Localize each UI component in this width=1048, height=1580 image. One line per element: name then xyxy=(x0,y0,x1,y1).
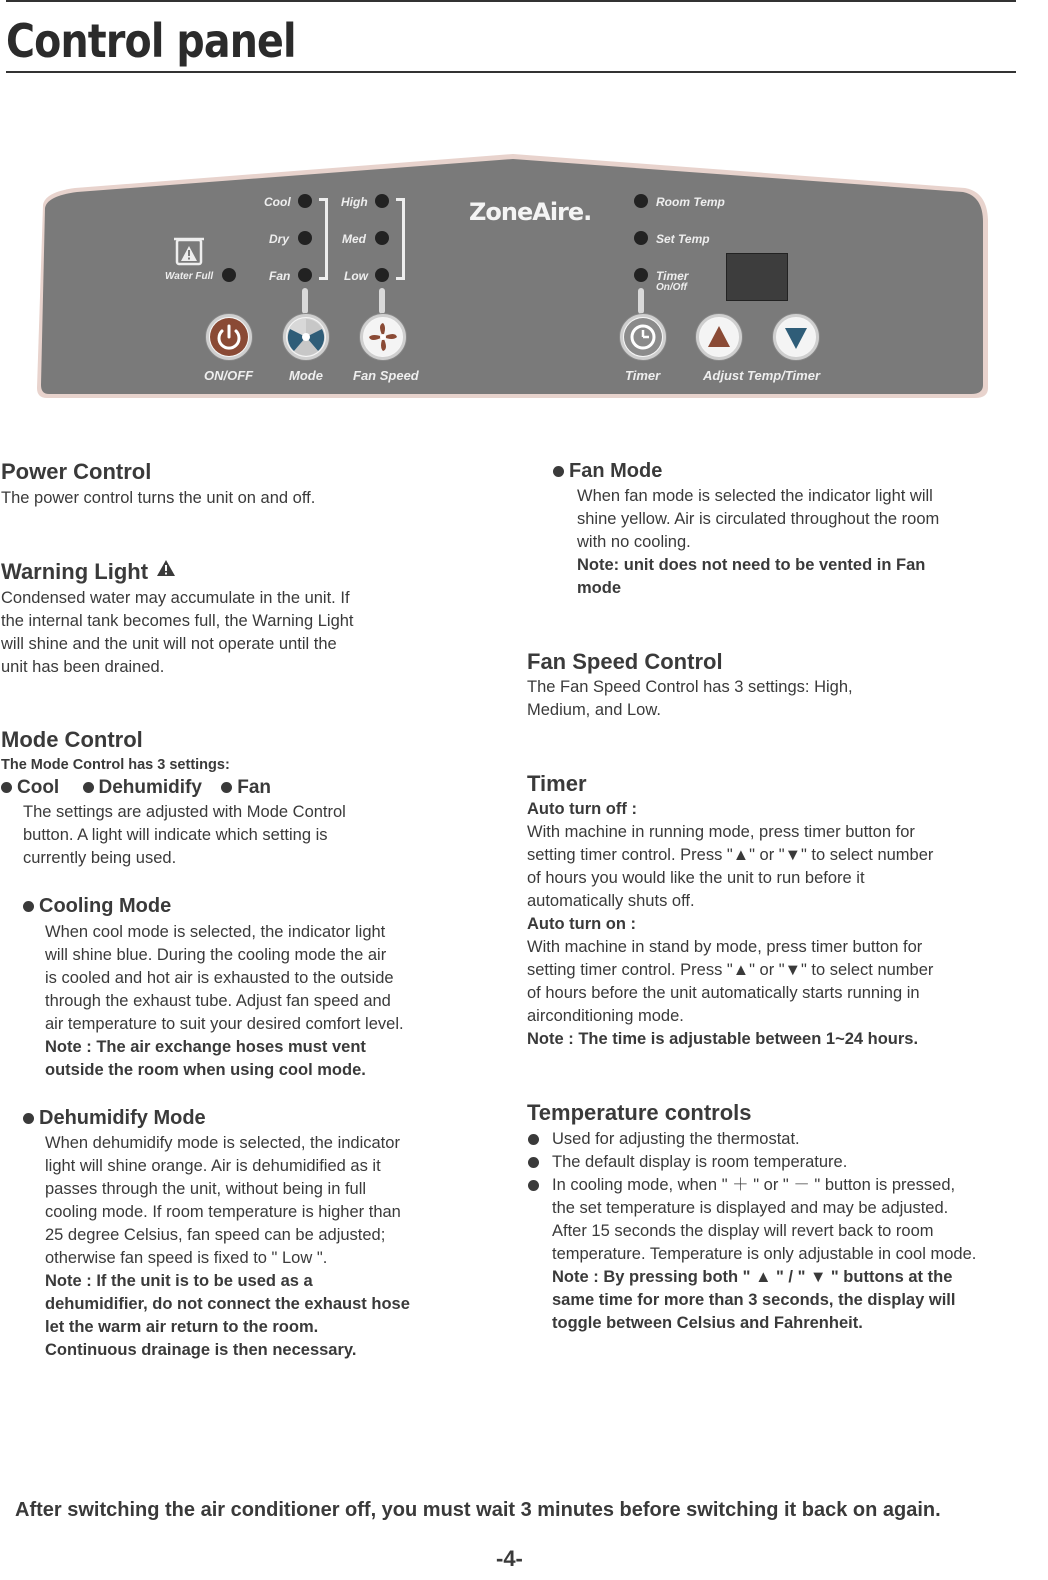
text-line: will shine blue. During the cooling mode the air xyxy=(45,946,387,964)
fan-led xyxy=(298,268,312,282)
led-label-room-temp: Room Temp xyxy=(656,195,725,209)
brand-logo: ZoneAire. xyxy=(469,198,592,226)
temperature-heading: Temperature controls xyxy=(527,1100,752,1125)
text-line: passes through the unit, without being in full xyxy=(45,1180,367,1198)
item-text: Used for adjusting the thermostat. xyxy=(552,1130,800,1148)
text-line: through the exhaust tube. Adjust fan speed and xyxy=(45,992,391,1010)
high-led xyxy=(375,194,389,208)
water-full-led xyxy=(222,268,236,282)
bullet xyxy=(23,1113,34,1124)
adjust-label: Adjust Temp/Timer xyxy=(703,368,821,383)
text-line: Condensed water may accumulate in the unit. If xyxy=(1,589,350,607)
dehumidify-text xyxy=(45,1132,410,1362)
setting-cool: Cool xyxy=(17,777,60,798)
note-line: let the warm air return to the room. xyxy=(45,1318,319,1336)
triangle-down-icon xyxy=(776,317,816,357)
fan-mode-heading xyxy=(553,460,662,483)
text-line: the set temperature is displayed and may be adjusted. xyxy=(552,1199,949,1217)
cooling-heading xyxy=(23,895,171,918)
fan-speed-heading: Fan Speed Control xyxy=(527,649,723,674)
note-line: Continuous drainage is then necessary. xyxy=(45,1341,357,1359)
note-line: Note : The time is adjustable between 1~24 hours. xyxy=(527,1030,919,1048)
text-line: shine yellow. Air is circulated throughout the room xyxy=(577,510,940,528)
setting-dehumidify: Dehumidify xyxy=(98,777,202,798)
timer-heading: Timer xyxy=(527,771,587,796)
bullet xyxy=(553,466,564,477)
mode-bracket xyxy=(319,198,328,280)
list-item xyxy=(528,1174,1048,1335)
mode-icon xyxy=(286,317,326,357)
text-line: After 15 seconds the display will revert back to room xyxy=(552,1222,934,1240)
mode-sub: The Mode Control has 3 settings: xyxy=(1,757,230,773)
mode-label: Mode xyxy=(289,368,323,383)
fan-icon xyxy=(363,317,403,357)
speed-bracket xyxy=(396,198,405,280)
bullet xyxy=(528,1157,539,1168)
temperature-display xyxy=(726,253,788,301)
cooling-text xyxy=(45,921,404,1082)
text-line: currently being used. xyxy=(23,849,177,867)
text-line: Medium, and Low. xyxy=(527,701,661,719)
cooling-heading-text: Cooling Mode xyxy=(39,895,172,917)
fan-mode-heading-text: Fan Mode xyxy=(569,460,663,482)
mode-text xyxy=(23,801,346,870)
led-label-timer-onoff: On/Off xyxy=(656,282,687,293)
text-line: temperature. Temperature is only adjustable in cool mode. xyxy=(552,1245,977,1263)
timer-label: Timer xyxy=(625,368,661,383)
text-line: When fan mode is selected the indicator light will xyxy=(577,487,933,505)
text-line: With machine in stand by mode, press timer button for xyxy=(527,938,923,956)
power-heading: Power Control xyxy=(1,459,152,484)
top-rule xyxy=(6,0,1016,2)
low-led xyxy=(375,268,389,282)
led-label-high: High xyxy=(341,195,368,209)
led-label-timer: Timer xyxy=(656,269,689,283)
text-line: button. A light will indicate which setting is xyxy=(23,826,328,844)
auto-off-label: Auto turn off : xyxy=(527,800,637,818)
note-line: Note: unit does not need to be vented in Fan xyxy=(577,556,926,574)
text-line: cooling mode. If room temperature is higher than xyxy=(45,1203,401,1221)
text-line: air temperature to suit your desired comfort level. xyxy=(45,1015,404,1033)
setting-fan: Fan xyxy=(237,777,272,798)
note-line: outside the room when using cool mode. xyxy=(45,1061,366,1079)
onoff-label: ON/OFF xyxy=(204,368,254,383)
triangle-up-icon xyxy=(699,317,739,357)
warning-icon xyxy=(156,559,176,577)
bullet xyxy=(221,782,232,793)
fan-speed-label: Fan Speed xyxy=(353,368,419,383)
mode-settings xyxy=(1,776,271,799)
item-text: The default display is room temperature. xyxy=(552,1153,848,1171)
power-button[interactable] xyxy=(206,314,252,360)
led-label-dry: Dry xyxy=(269,232,290,246)
power-text: The power control turns the unit on and off. xyxy=(1,489,316,507)
text-line: of hours you would like the unit to run before it xyxy=(527,869,865,887)
med-led xyxy=(375,231,389,245)
text-line: setting timer control. Press "▲" or "▼" to select number xyxy=(527,961,934,979)
text-line: The settings are adjusted with Mode Control xyxy=(23,803,346,821)
text-line: of hours before the unit automatically starts running in xyxy=(527,984,920,1002)
mode-button[interactable] xyxy=(283,314,329,360)
led-label-med: Med xyxy=(342,232,366,246)
list-item xyxy=(528,1128,1048,1151)
warning-heading xyxy=(1,559,176,585)
led-label-low: Low xyxy=(344,269,368,283)
dehumidify-heading xyxy=(23,1107,206,1130)
page-number: -4- xyxy=(496,1546,523,1571)
text-line: When dehumidify mode is selected, the indicator xyxy=(45,1134,400,1152)
warning-heading-text: Warning Light xyxy=(1,559,149,584)
water-full-label: Water Full xyxy=(165,271,214,282)
note-line: toggle between Celsius and Fahrenheit. xyxy=(552,1314,863,1332)
note-line: Note : If the unit is to be used as a xyxy=(45,1272,313,1290)
text-line: is cooled and hot air is exhausted to the outside xyxy=(45,969,394,987)
warning-text xyxy=(1,587,354,679)
up-button[interactable] xyxy=(696,314,742,360)
text-line: automatically shuts off. xyxy=(527,892,695,910)
cool-led xyxy=(298,194,312,208)
bullet xyxy=(528,1134,539,1145)
text-line: 25 degree Celsius, fan speed can be adjusted; xyxy=(45,1226,386,1244)
note-line: Note : The air exchange hoses must vent xyxy=(45,1038,366,1056)
title-rule xyxy=(6,71,1016,73)
text-line: When cool mode is selected, the indicator light xyxy=(45,923,386,941)
down-button[interactable] xyxy=(773,314,819,360)
note-line: dehumidifier, do not connect the exhaust hose xyxy=(45,1295,410,1313)
led-label-set-temp: Set Temp xyxy=(656,232,710,246)
power-icon xyxy=(209,317,249,357)
bullet xyxy=(1,782,12,793)
note-line: Note : By pressing both " ▲ " / " ▼ " buttons at the xyxy=(552,1268,953,1286)
led-label-cool: Cool xyxy=(264,195,291,209)
list-item xyxy=(528,1151,1048,1174)
text-line: will shine and the unit will not operate until the xyxy=(1,635,337,653)
mode-stem xyxy=(302,288,308,314)
note-line: mode xyxy=(577,579,622,597)
text-line: The Fan Speed Control has 3 settings: High, xyxy=(527,678,853,696)
fan-speed-button[interactable] xyxy=(360,314,406,360)
fan-mode-text xyxy=(577,485,939,600)
text-line: light will shine orange. Air is dehumidified as it xyxy=(45,1157,381,1175)
text-line: unit has been drained. xyxy=(1,658,165,676)
speed-stem xyxy=(379,288,385,314)
bullet xyxy=(528,1180,539,1191)
room-temp-led xyxy=(634,194,648,208)
dehumidify-heading-text: Dehumidify Mode xyxy=(39,1107,206,1129)
clock-icon xyxy=(623,317,663,357)
text-line: with no cooling. xyxy=(577,533,691,551)
timer-stem xyxy=(638,288,644,314)
bullet xyxy=(23,901,34,912)
text-line: In cooling mode, when " ＋ " or " － " button is pressed, xyxy=(552,1176,956,1194)
set-temp-led xyxy=(634,231,648,245)
auto-on-label: Auto turn on : xyxy=(527,915,637,933)
temperature-list xyxy=(528,1128,1048,1335)
mode-heading: Mode Control xyxy=(1,727,143,752)
text-line: otherwise fan speed is fixed to " Low ". xyxy=(45,1249,328,1267)
text-line: With machine in running mode, press timer button for xyxy=(527,823,915,841)
text-line: airconditioning mode. xyxy=(527,1007,684,1025)
note-line: same time for more than 3 seconds, the display will xyxy=(552,1291,956,1309)
text-line: the internal tank becomes full, the Warning Light xyxy=(1,612,354,630)
timer-button[interactable] xyxy=(620,314,666,360)
bullet xyxy=(83,782,94,793)
footer-warning: After switching the air conditioner off, you must wait 3 minutes before switching it back on again. xyxy=(15,1499,941,1521)
text-line: setting timer control. Press "▲" or "▼" to select number xyxy=(527,846,934,864)
timer-led xyxy=(634,268,648,282)
control-panel xyxy=(35,150,990,400)
page-title: Control panel xyxy=(6,14,296,68)
led-label-fan: Fan xyxy=(269,269,291,283)
dry-led xyxy=(298,231,312,245)
fan-speed-text xyxy=(527,676,853,722)
timer-text xyxy=(527,798,933,1051)
